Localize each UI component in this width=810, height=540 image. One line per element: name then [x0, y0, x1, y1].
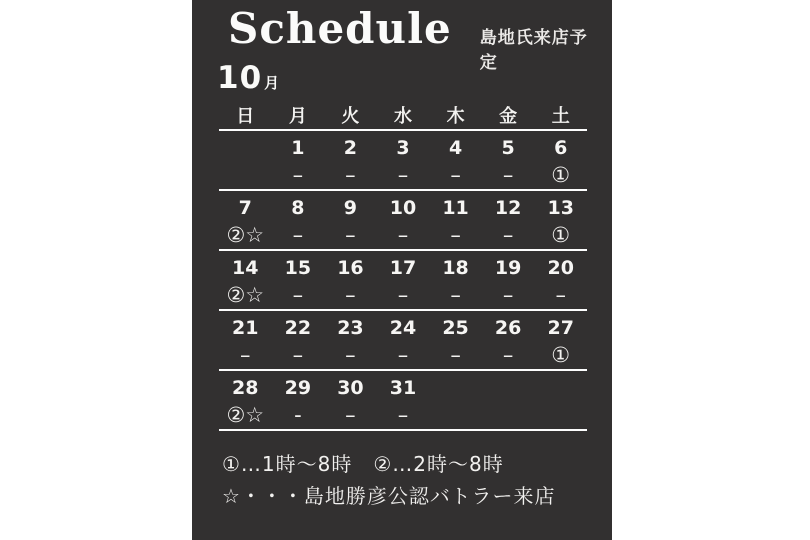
date-cell: 1 — [291, 137, 305, 159]
week-row-4 — [219, 311, 587, 371]
mark-cell: – — [345, 163, 356, 187]
header — [228, 0, 598, 73]
mark-cell: – — [502, 223, 514, 247]
week-row-2 — [219, 191, 587, 251]
mark-cell: – — [345, 283, 356, 307]
legend-line-hours: ①…1時～8時 ②…2時～8時 — [222, 452, 504, 476]
date-cell: 3 — [396, 137, 410, 159]
date-cell: 14 — [232, 257, 259, 279]
schedule-panel — [192, 0, 612, 540]
mark-cell: – — [292, 163, 304, 187]
mark-cell: – — [345, 343, 356, 367]
date-cell: 5 — [501, 137, 515, 159]
date-cell: 9 — [343, 197, 358, 219]
date-cell: 10 — [389, 197, 417, 219]
calendar — [219, 104, 587, 431]
mark-cell — [534, 403, 587, 429]
mark-cell: – — [345, 403, 356, 427]
weekday-sun: 日 — [236, 106, 255, 127]
week-row-5 — [219, 371, 587, 431]
month-unit: 月 — [264, 74, 280, 92]
weekday-tue: 火 — [341, 106, 360, 127]
mark-cell: ① — [551, 343, 571, 367]
weekday-mon: 月 — [288, 106, 307, 127]
date-cell: 30 — [337, 377, 364, 399]
date-cell: 23 — [337, 317, 364, 339]
mark-cell: – — [240, 343, 251, 367]
mark-cell: – — [292, 223, 304, 247]
date-cell — [219, 131, 272, 163]
date-cell: 12 — [494, 197, 522, 219]
date-cell: 13 — [547, 197, 574, 219]
date-cell: 11 — [442, 197, 469, 219]
weekday-header — [219, 104, 587, 131]
weekday-sat: 土 — [551, 106, 570, 127]
date-cell — [534, 371, 587, 403]
legend — [222, 448, 592, 512]
mark-cell: – — [397, 403, 409, 427]
mark-cell: – — [397, 343, 409, 367]
month-label — [217, 60, 279, 96]
mark-cell: ① — [551, 223, 571, 247]
mark-cell: – — [292, 283, 304, 307]
mark-cell: – — [450, 343, 461, 367]
date-cell: 26 — [494, 317, 522, 339]
week-row-1 — [219, 131, 587, 191]
date-cell: 15 — [284, 257, 312, 279]
mark-cell: – — [397, 283, 409, 307]
mark-cell: – — [292, 343, 304, 367]
date-cell: 21 — [232, 317, 259, 339]
mark-cell: – — [502, 283, 514, 307]
date-cell: 6 — [554, 137, 568, 159]
date-cell: 18 — [442, 257, 469, 279]
mark-cell: – — [450, 283, 461, 307]
mark-cell: - — [294, 403, 302, 427]
mark-cell: – — [555, 283, 566, 307]
mark-cell: – — [345, 223, 356, 247]
date-cell: 31 — [389, 377, 417, 399]
date-cell: 28 — [232, 377, 259, 399]
mark-cell: – — [397, 223, 409, 247]
date-cell: 16 — [337, 257, 364, 279]
date-cell — [429, 371, 482, 403]
mark-cell: ②☆ — [226, 283, 265, 307]
weekday-thu: 木 — [446, 106, 465, 127]
mark-cell: ① — [551, 163, 571, 187]
week-row-3 — [219, 251, 587, 311]
weekday-wed: 水 — [393, 106, 412, 127]
date-cell: 24 — [389, 317, 417, 339]
mark-cell: – — [397, 163, 409, 187]
date-cell: 19 — [494, 257, 522, 279]
date-cell: 2 — [343, 137, 358, 159]
mark-cell — [429, 403, 482, 429]
date-cell: 25 — [442, 317, 469, 339]
weekday-fri: 金 — [499, 106, 518, 127]
date-cell: 8 — [291, 197, 305, 219]
date-cell: 27 — [547, 317, 574, 339]
page-title: Schedule — [228, 4, 452, 53]
date-cell: 22 — [284, 317, 312, 339]
mark-cell: ②☆ — [226, 223, 265, 247]
mark-cell: – — [450, 223, 461, 247]
date-cell: 29 — [284, 377, 312, 399]
mark-cell: – — [502, 343, 514, 367]
subtitle: 島地氏来店予定 — [479, 28, 588, 73]
month-number: 10 — [217, 60, 263, 96]
legend-line-star: ☆・・・島地勝彦公認バトラー来店 — [222, 484, 556, 508]
mark-cell: – — [450, 163, 461, 187]
mark-cell — [482, 403, 535, 429]
mark-cell: – — [502, 163, 514, 187]
date-cell: 7 — [238, 197, 252, 219]
date-cell: 4 — [448, 137, 463, 159]
date-cell: 17 — [389, 257, 417, 279]
mark-cell — [219, 163, 272, 189]
mark-cell: ②☆ — [226, 403, 265, 427]
date-cell — [482, 371, 535, 403]
date-cell: 20 — [547, 257, 574, 279]
